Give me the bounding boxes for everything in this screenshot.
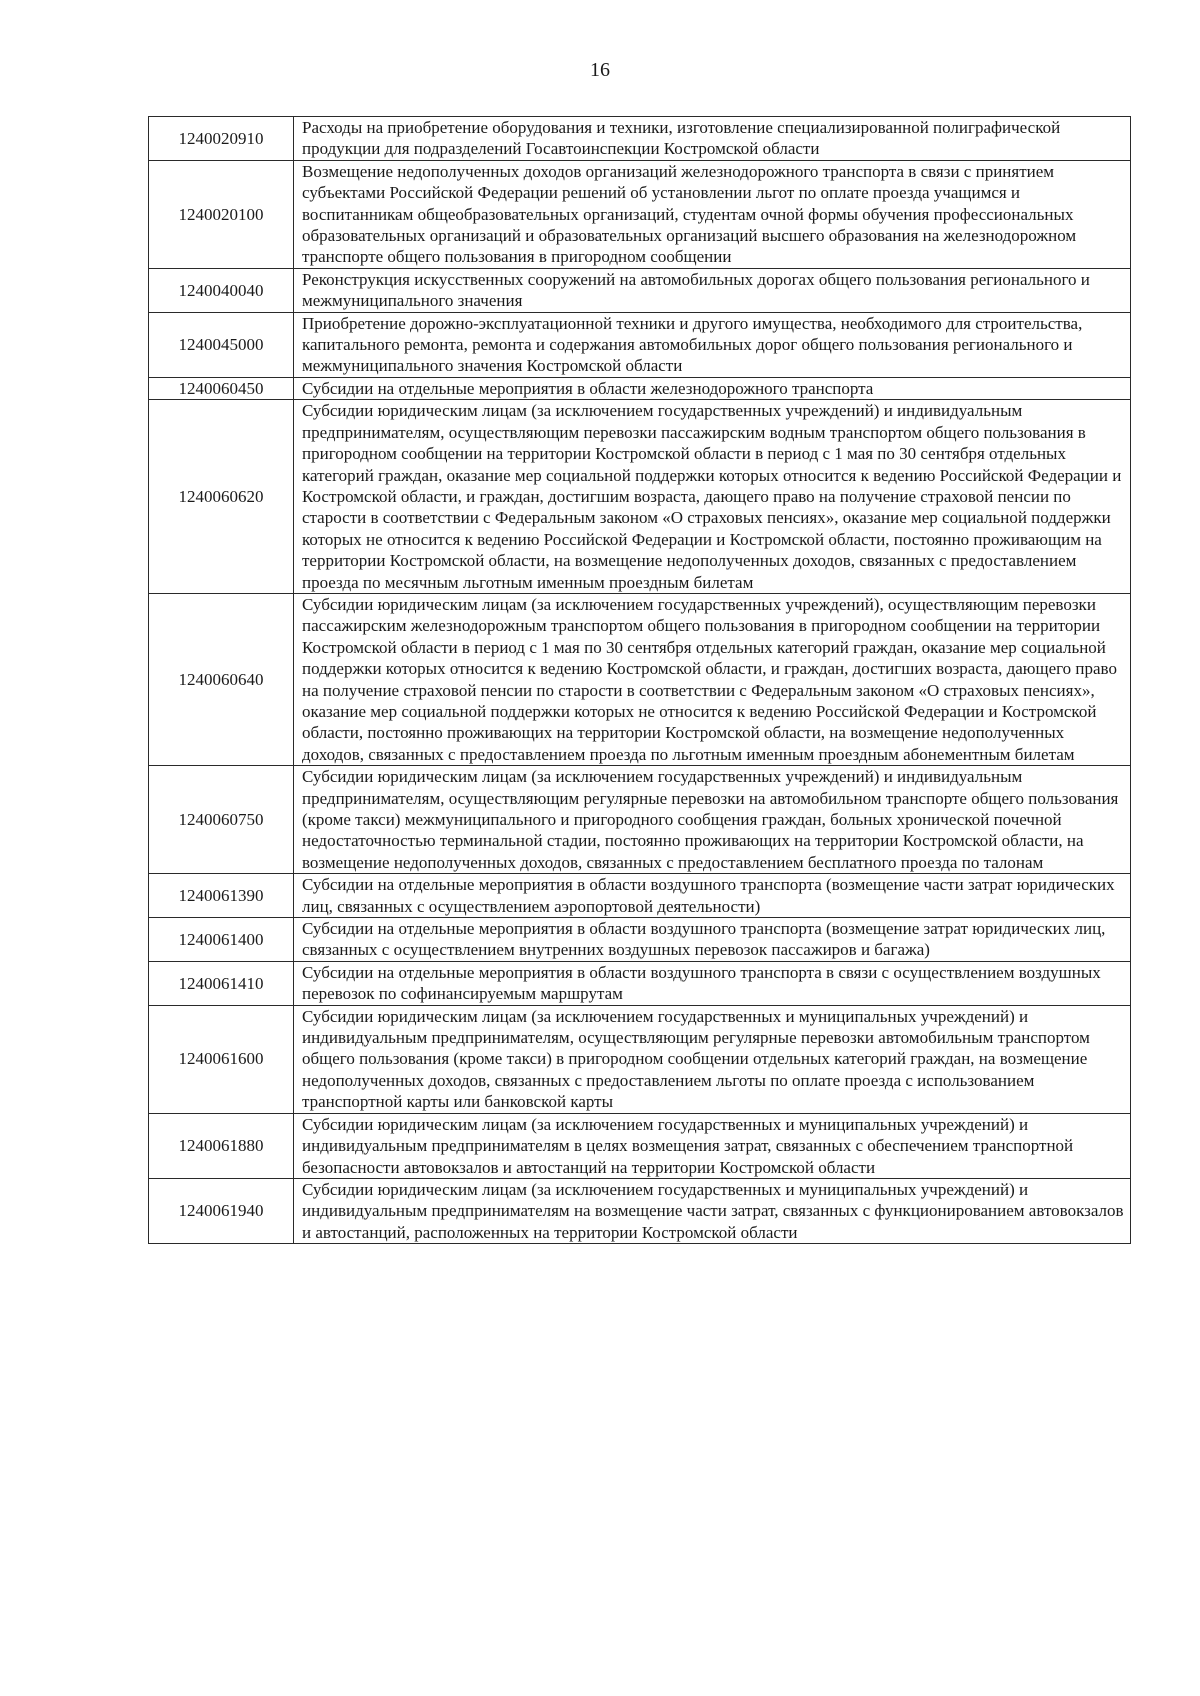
table-row (149, 160, 1131, 268)
page-number: 16 (590, 59, 610, 81)
description-cell: Субсидии юридическим лицам (за исключением государственных и муниципальных учреждений) и индивидуальным предпринимателям на возмещение части затрат, связанных с функционированием автовокзалов и автостанций, расположенных на территории Костромской области (294, 1178, 1131, 1243)
table-row (149, 874, 1131, 918)
table-row (149, 117, 1131, 161)
description-cell: Субсидии юридическим лицам (за исключением государственных учреждений) и индивидуальным предпринимателям, осуществляющим перевозки пассажирским водным транспортом общего пользования в пригородном сообщении на территории Костромской области в период с 1 мая по 30 сентября отдельных категорий граждан, оказание мер социальной поддержки которых относится к ведению Российской Федерации и Костромской области, и граждан, достигшим возраста, дающего право на получение страховой пенсии по старости в соответствии с Федеральным законом «О страховых пенсиях», оказание мер социальной поддержки которых не относится к ведению Российской Федерации и Костромской области, постоянно проживающим на территории Костромской области, на возмещение недополученных доходов, связанных с предоставлением проезда по месячным льготным именным проездным билетам (294, 400, 1131, 594)
description-cell: Субсидии юридическим лицам (за исключением государственных учреждений) и индивидуальным предпринимателям, осуществляющим регулярные перевозки на автомобильном транспорте общего пользования (кроме такси) межмуниципального и пригородного сообщения граждан, больных хронической почечной недостаточностью терминальной стадии, постоянно проживающих на территории Костромской области, на возмещение недополученных доходов, связанных с предоставлением бесплатного проезда по талонам (294, 766, 1131, 874)
description-cell: Субсидии на отдельные мероприятия в области воздушного транспорта (возмещение затрат юридических лиц, связанных с осуществлением внутренних воздушных перевозок пассажиров и багажа) (294, 918, 1131, 962)
description-cell: Возмещение недополученных доходов организаций железнодорожного транспорта в связи с принятием субъектами Российской Федерации решений об установлении льгот по оплате проезда учащимся и воспитанникам общеобразовательных организаций, студентам очной формы обучения профессиональных образовательных организаций и образовательных организаций высшего образования на железнодорожном транспорте общего пользования в пригородном сообщении (294, 160, 1131, 268)
table-row (149, 377, 1131, 399)
code-cell: 1240040040 (149, 268, 294, 312)
code-cell: 1240061880 (149, 1113, 294, 1178)
table-row (149, 1113, 1131, 1178)
code-cell: 1240061410 (149, 961, 294, 1005)
description-cell: Субсидии на отдельные мероприятия в области воздушного транспорта в связи с осуществлением воздушных перевозок по софинансируемым маршрутам (294, 961, 1131, 1005)
code-cell: 1240045000 (149, 312, 294, 377)
description-cell: Субсидии на отдельные мероприятия в области воздушного транспорта (возмещение части затрат юридических лиц, связанных с осуществлением аэропортовой деятельности) (294, 874, 1131, 918)
description-cell: Расходы на приобретение оборудования и техники, изготовление специализированной полиграфической продукции для подразделений Госавтоинспекции Костромской области (294, 117, 1131, 161)
code-cell: 1240061400 (149, 918, 294, 962)
description-cell: Субсидии юридическим лицам (за исключением государственных учреждений), осуществляющим перевозки пассажирским железнодорожным транспортом общего пользования в пригородном сообщении на территории Костромской области в период с 1 мая по 30 сентября отдельных категорий граждан, оказание мер социальной поддержки которых относится к ведению Костромской области, и граждан, достигших возраста, дающего право на получение страховой пенсии по старости в соответствии с Федеральным законом «О страховых пенсиях», оказание мер социальной поддержки которых не относится к ведению Российской Федерации и Костромской области, постоянно проживающих на территории Костромской области, на возмещение недополученных доходов, связанных с предоставлением проезда по льготным именным проездным абонементным билетам (294, 593, 1131, 765)
table-row (149, 961, 1131, 1005)
description-cell: Реконструкция искусственных сооружений на автомобильных дорогах общего пользования регионального и межмуниципального значения (294, 268, 1131, 312)
code-cell: 1240061940 (149, 1178, 294, 1243)
description-cell: Субсидии юридическим лицам (за исключением государственных и муниципальных учреждений) и индивидуальным предпринимателям, осуществляющим регулярные перевозки автомобильным транспортом общего пользования (кроме такси) в пригородном сообщении отдельных категорий граждан, на возмещение недополученных доходов, связанных с предоставлением льготы по оплате проезда с использованием транспортной карты или банковской карты (294, 1005, 1131, 1113)
code-cell: 1240060450 (149, 377, 294, 399)
table-row (149, 268, 1131, 312)
table-row (149, 400, 1131, 594)
code-cell: 1240060620 (149, 400, 294, 594)
description-cell: Субсидии на отдельные мероприятия в области железнодорожного транспорта (294, 377, 1131, 399)
description-cell: Приобретение дорожно-эксплуатационной техники и другого имущества, необходимого для строительства, капитального ремонта, ремонта и содержания автомобильных дорог общего пользования регионального и межмуниципального значения Костромской области (294, 312, 1131, 377)
table-row (149, 312, 1131, 377)
code-cell: 1240020100 (149, 160, 294, 268)
code-cell: 1240060750 (149, 766, 294, 874)
table-row (149, 1178, 1131, 1243)
code-cell: 1240020910 (149, 117, 294, 161)
table-row (149, 593, 1131, 765)
code-cell: 1240060640 (149, 593, 294, 765)
table-row (149, 766, 1131, 874)
table-row (149, 1005, 1131, 1113)
budget-codes-table (148, 116, 1131, 1244)
description-cell: Субсидии юридическим лицам (за исключением государственных и муниципальных учреждений) и индивидуальным предпринимателям в целях возмещения затрат, связанных с обеспечением транспортной безопасности автовокзалов и автостанций на территории Костромской области (294, 1113, 1131, 1178)
code-cell: 1240061600 (149, 1005, 294, 1113)
code-cell: 1240061390 (149, 874, 294, 918)
table-row (149, 918, 1131, 962)
